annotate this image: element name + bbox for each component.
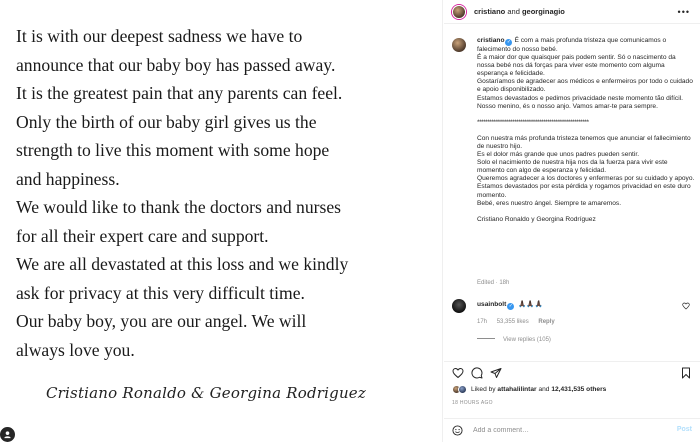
statement-line: strength to live this moment with some hope [16, 140, 330, 160]
verified-badge-icon: ✓ [508, 303, 513, 309]
caption-paragraph: É a maior dor que quaisquer pais podem sentir. Só o nascimento da nossa bebé nos dá forças para viver este momento com alguma esperança e felicidade. [477, 54, 676, 78]
reply-button[interactable]: Reply [538, 319, 555, 325]
caption-author-avatar[interactable] [452, 38, 466, 52]
caption-paragraph: Nosso menino, és o nosso anjo. Vamos amar-te para sempre. [477, 102, 658, 110]
heart-icon[interactable] [682, 302, 690, 310]
tagged-users-button[interactable] [0, 427, 15, 442]
post-header [444, 0, 700, 24]
commenter-avatar[interactable] [452, 299, 466, 313]
post-caption [477, 37, 695, 224]
caption-paragraph: Con nuestra más profunda tristeza tenemos que anunciar el fallecimiento de nuestro hijo. [477, 134, 691, 150]
handwritten-signature: Cristiano Ronaldo & Georgina Rodriguez [46, 384, 366, 402]
liker-username[interactable]: attahalilintar [497, 386, 537, 393]
caption-paragraph: Cristiano Ronaldo y Georgina Rodríguez [477, 215, 596, 223]
collaborator-link[interactable]: georginagio [521, 7, 565, 16]
statement-line: ask for privacy at this very difficult time. [16, 282, 305, 303]
statement-line: It is with our deepest sadness we have to [16, 26, 303, 46]
likes-text[interactable]: Liked by attahalilintar and 12,431,535 others [471, 386, 607, 393]
author-link[interactable]: cristiano [474, 7, 506, 16]
statement-line: We are all devastated at this loss and we kindly [16, 254, 349, 274]
post-actions-bar [444, 361, 700, 379]
add-comment-bar [444, 418, 700, 442]
statement-line: and happiness. [16, 168, 120, 189]
verified-badge-icon: ✓ [506, 39, 512, 45]
caption-paragraph: Bebé, eres nuestro ángel. Siempre te amaremos. [477, 199, 622, 207]
statement-line: It is the greatest pain that any parents can feel. [16, 83, 343, 103]
commenter-username[interactable]: usainbolt [477, 301, 507, 308]
emoji-icon[interactable] [452, 425, 463, 436]
comment-input[interactable] [473, 424, 653, 436]
caption-paragraph: Estamos devastados e pedimos privacidade neste momento tão difícil. [477, 94, 683, 102]
caption-paragraph: Queremos agradecer a los doctores y enfermeras por su cuidado y apoyo. [477, 175, 695, 183]
comment-likes[interactable]: 53,355 likes [496, 319, 529, 325]
heart-icon[interactable] [452, 367, 464, 379]
comment-text: 🙏🏿🙏🏿🙏🏿 [518, 301, 543, 308]
authors-joiner: and [507, 7, 520, 16]
caption-separator: ****************************************************** [477, 118, 589, 126]
view-replies-label: View replies (105) [503, 337, 551, 343]
more-options-icon[interactable]: ••• [677, 7, 690, 17]
post-sidebar [444, 0, 700, 442]
caption-edited-time: Edited · 18h [477, 280, 510, 286]
share-icon[interactable] [490, 367, 502, 379]
comment-body [477, 300, 543, 310]
caption-paragraph: Estamos devastados por esta pérdida y rogamos privacidad en este duro momento. [477, 183, 691, 199]
comment-meta [477, 319, 563, 325]
post-timestamp: 18 HOURS AGO [452, 400, 493, 406]
liker-avatar [458, 385, 467, 394]
caption-paragraph: Es el dolor más grande que unos padres pueden sentir. [477, 151, 640, 159]
post-comment-button[interactable]: Post [676, 426, 692, 433]
author-avatar[interactable] [452, 5, 466, 19]
comment-age: 17h [477, 319, 488, 325]
caption-paragraph: Gostaríamos de agradecer aos médicos e enfermeiros por todo o cuidado e apoio disponibilizado. [477, 78, 693, 94]
caption-username[interactable]: cristiano [477, 37, 505, 44]
bookmark-icon[interactable] [680, 367, 692, 379]
statement-line: Our baby boy, you are our angel. We will [16, 311, 307, 331]
likes-summary [452, 385, 606, 394]
post-authors [474, 7, 565, 16]
comments-scroll-area[interactable] [444, 34, 700, 386]
statement-line: We would like to thank the doctors and nurses [16, 197, 341, 217]
view-replies-button[interactable] [477, 337, 551, 343]
post-statement-text [16, 22, 436, 364]
comment-icon[interactable] [471, 367, 483, 379]
statement-line: Only the birth of our baby girl gives us the [16, 111, 317, 132]
statement-line: announce that our baby boy has passed away. [16, 54, 336, 75]
comment-item [444, 296, 700, 336]
statement-line: always love you. [16, 339, 135, 360]
caption-paragraph: Solo el nacimiento de nuestra hija nos da la fuerza para vivir este momento con algo de esperanza y felicidad. [477, 159, 668, 175]
statement-line: for all their expert care and support. [16, 225, 269, 246]
user-icon [3, 430, 12, 439]
likes-others-count[interactable]: 12,431,535 others [551, 386, 607, 393]
caption-paragraph: É com a mais profunda tristeza que comunicamos o falecimento do nosso bebé. [477, 37, 667, 53]
